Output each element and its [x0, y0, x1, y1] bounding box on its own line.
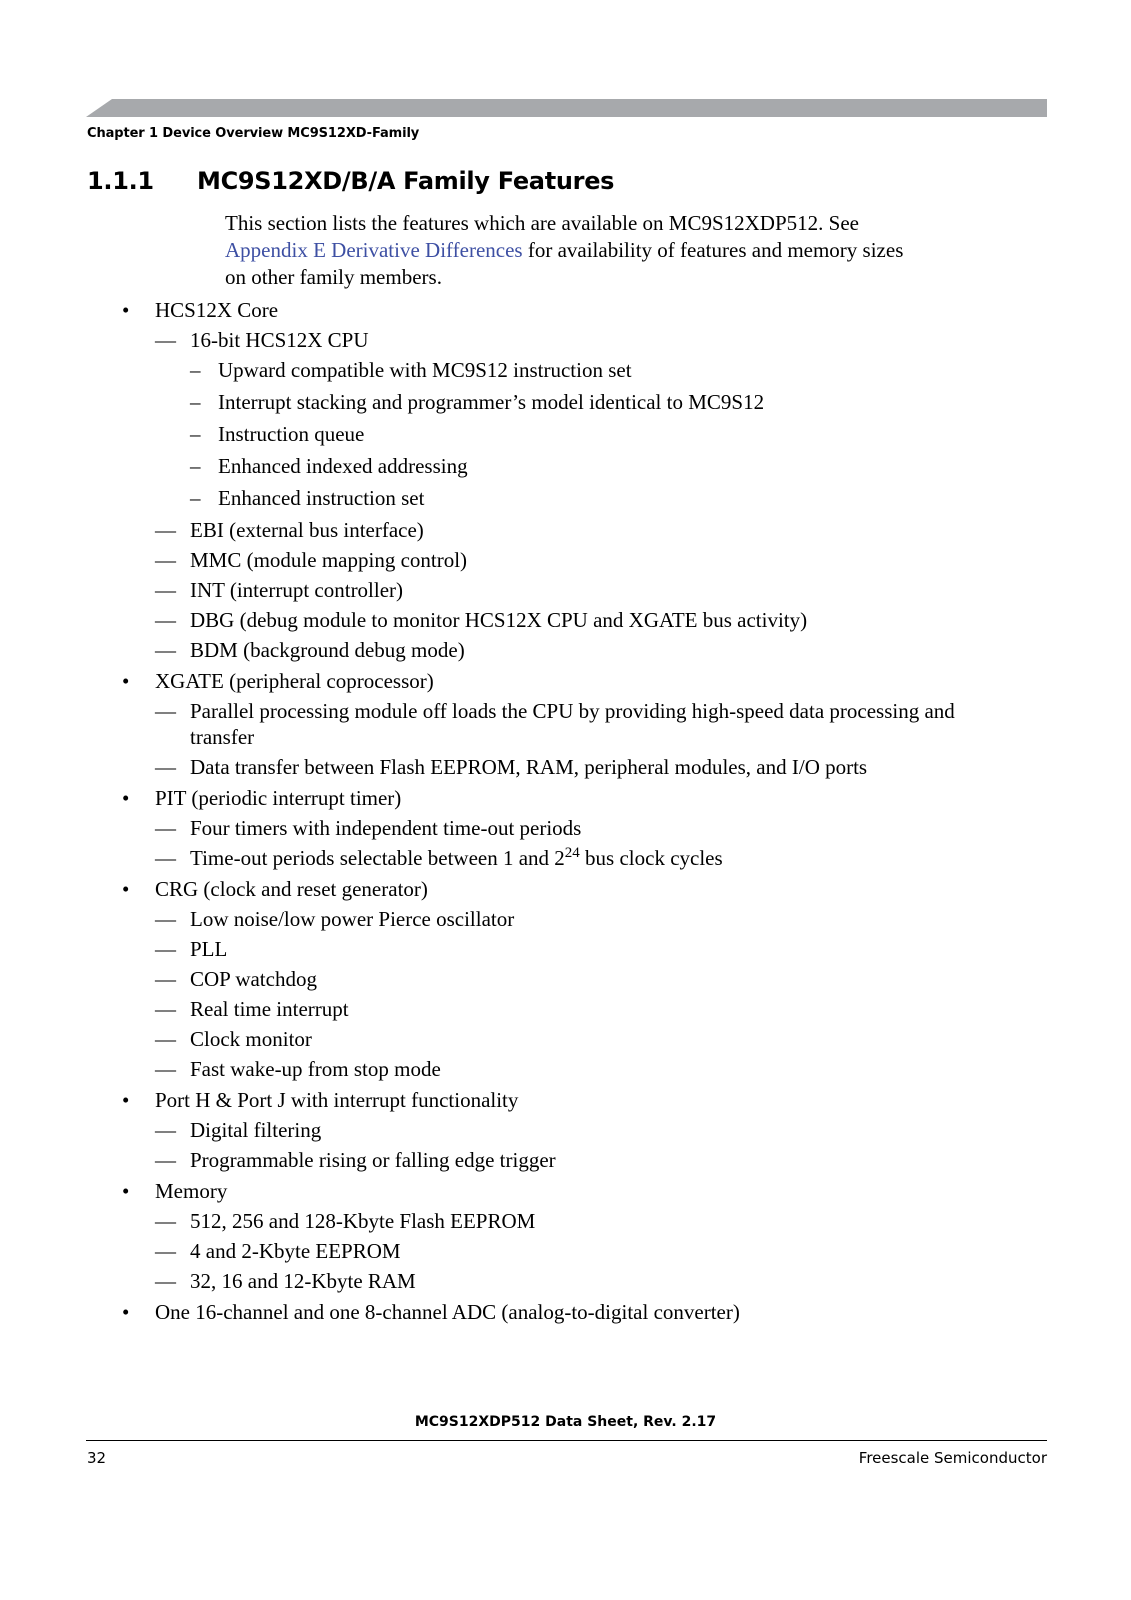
en-dash-mark: – [190, 486, 201, 510]
feature-pit-timers: Four timers with independent time-out periods [190, 816, 582, 840]
feature-crg-rti: Real time interrupt [190, 997, 349, 1021]
feature-cpu-interrupt: Interrupt stacking and programmer’s model identical to MC9S12 [218, 390, 765, 414]
dash-mark: — [155, 816, 176, 840]
appendix-link[interactable]: Appendix E Derivative Differences [225, 238, 523, 262]
dash-mark: — [155, 1057, 176, 1081]
feature-pit: PIT (periodic interrupt timer) [155, 786, 402, 810]
feature-cpu: 16-bit HCS12X CPU [190, 328, 369, 352]
dash-mark: — [155, 1148, 176, 1172]
feature-ebi: EBI (external bus interface) [190, 518, 424, 542]
intro-paragraph [225, 210, 925, 291]
bullet-mark: • [122, 1300, 130, 1324]
dash-mark: — [155, 937, 176, 961]
feature-int: INT (interrupt controller) [190, 578, 404, 602]
en-dash-mark: – [190, 454, 201, 478]
dash-mark: — [155, 1118, 176, 1142]
dash-mark: — [155, 1209, 176, 1233]
pit-periods-text: Time-out periods selectable between 1 and 2 [190, 846, 565, 870]
feature-mem-ram: 32, 16 and 12-Kbyte RAM [190, 1269, 416, 1293]
dash-mark: — [155, 1269, 176, 1293]
footer-company: Freescale Semiconductor [858, 1449, 1047, 1467]
dash-mark: — [155, 699, 176, 723]
feature-mem-flash: 512, 256 and 128-Kbyte Flash EEPROM [190, 1209, 536, 1233]
dash-mark: — [155, 755, 176, 779]
feature-xgate-transfer: Data transfer between Flash EEPROM, RAM, peripheral modules, and I/O ports [190, 755, 868, 779]
feature-crg-wake: Fast wake-up from stop mode [190, 1057, 441, 1081]
feature-crg-osc: Low noise/low power Pierce oscillator [190, 907, 515, 931]
page-number: 32 [87, 1449, 107, 1467]
bullet-mark: • [122, 786, 130, 810]
feature-pit-periods [190, 846, 723, 871]
feature-memory: Memory [155, 1179, 228, 1203]
pit-periods-exponent: 24 [564, 845, 580, 861]
section-heading [87, 167, 614, 195]
feature-cpu-indexed: Enhanced indexed addressing [218, 454, 468, 478]
feature-core: HCS12X Core [155, 298, 279, 322]
en-dash-mark: – [190, 390, 201, 414]
en-dash-mark: – [190, 422, 201, 446]
running-header: Chapter 1 Device Overview MC9S12XD-Family [87, 126, 420, 141]
dash-mark: — [155, 1027, 176, 1051]
dash-mark: — [155, 997, 176, 1021]
bullet-mark: • [122, 669, 130, 693]
header-bar [86, 99, 1047, 117]
dash-mark: — [155, 518, 176, 542]
header-bar-graphic [86, 99, 1047, 117]
intro-text-after: for availability of features and memory sizes on other family members. [225, 238, 904, 289]
section-number: 1.1.1 [87, 167, 154, 195]
dash-mark: — [155, 548, 176, 572]
dash-mark: — [155, 328, 176, 352]
dash-mark: — [155, 907, 176, 931]
feature-mem-eeprom: 4 and 2-Kbyte EEPROM [190, 1239, 401, 1263]
dash-mark: — [155, 608, 176, 632]
feature-ports-edge: Programmable rising or falling edge trigger [190, 1148, 556, 1172]
feature-crg-clock: Clock monitor [190, 1027, 312, 1051]
feature-crg: CRG (clock and reset generator) [155, 877, 428, 901]
feature-bdm: BDM (background debug mode) [190, 638, 465, 662]
feature-cpu-instr: Enhanced instruction set [218, 486, 425, 510]
dash-mark: — [155, 638, 176, 662]
pit-periods-suffix: bus clock cycles [579, 846, 723, 870]
section-title: MC9S12XD/B/A Family Features [197, 167, 615, 195]
bullet-mark: • [122, 298, 130, 322]
bullet-mark: • [122, 877, 130, 901]
feature-mmc: MMC (module mapping control) [190, 548, 468, 572]
en-dash-mark: – [190, 358, 201, 382]
dash-mark: — [155, 967, 176, 991]
feature-xgate: XGATE (peripheral coprocessor) [155, 669, 434, 693]
dash-mark: — [155, 578, 176, 602]
feature-dbg: DBG (debug module to monitor HCS12X CPU and XGATE bus activity) [190, 608, 808, 632]
intro-text-before: This section lists the features which are available on MC9S12XDP512. See [225, 211, 859, 235]
footer-doc-title: MC9S12XDP512 Data Sheet, Rev. 2.17 [414, 1414, 717, 1430]
footer-divider [86, 1440, 1047, 1441]
feature-xgate-parallel: Parallel processing module off loads the CPU by providing high-speed data processing and [190, 699, 955, 723]
feature-cpu-upward: Upward compatible with MC9S12 instruction set [218, 358, 632, 382]
dash-mark: — [155, 846, 176, 870]
feature-adc: One 16-channel and one 8-channel ADC (analog-to-digital converter) [155, 1300, 740, 1324]
bullet-mark: • [122, 1088, 130, 1112]
bullet-mark: • [122, 1179, 130, 1203]
feature-crg-pll: PLL [190, 937, 228, 961]
feature-xgate-parallel-cont: transfer [190, 725, 255, 749]
feature-ports-filter: Digital filtering [190, 1118, 322, 1142]
dash-mark: — [155, 1239, 176, 1263]
feature-ports: Port H & Port J with interrupt functionality [155, 1088, 519, 1112]
feature-crg-cop: COP watchdog [190, 967, 317, 991]
feature-cpu-queue: Instruction queue [218, 422, 365, 446]
